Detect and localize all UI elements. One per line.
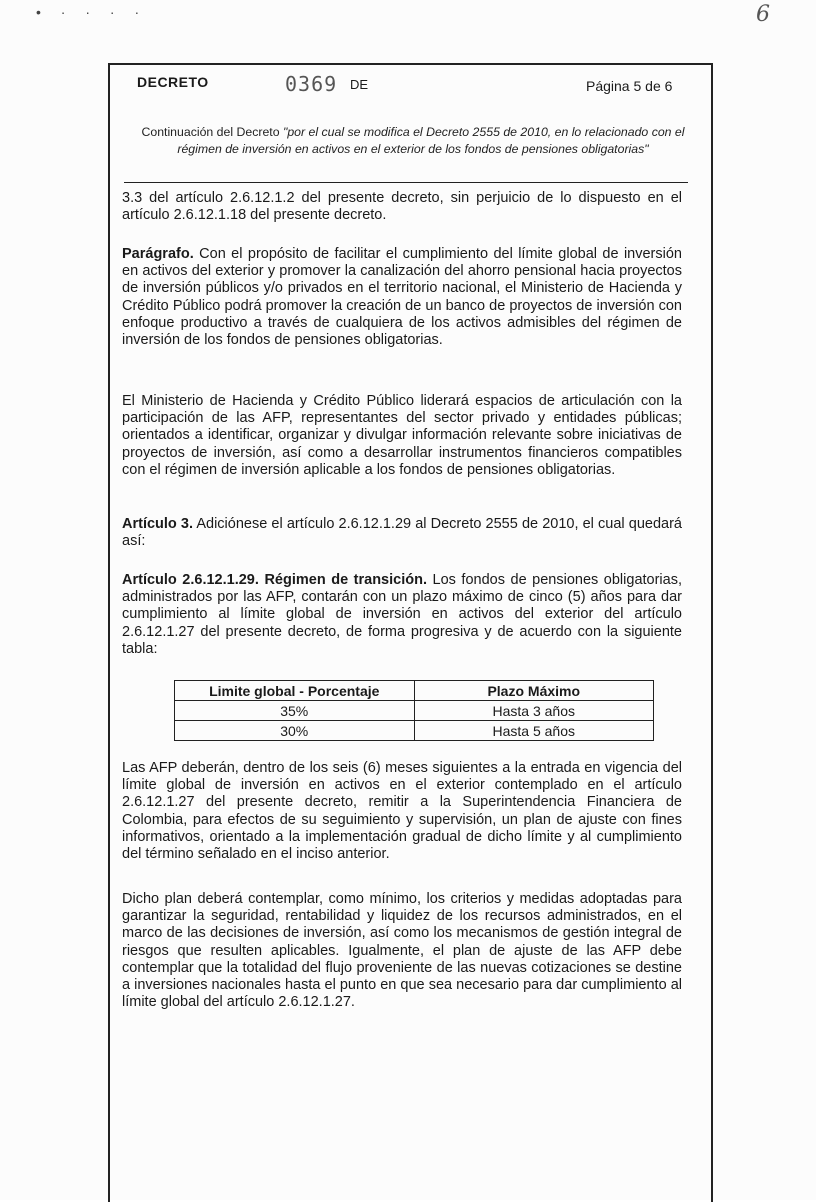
articulo-3-label: Artículo 3. bbox=[122, 516, 194, 532]
paragraph-1: 3.3 del artículo 2.6.12.1.2 del presente decreto, sin perjuicio de lo dispuesto en el artículo 2.6.12.1.18 del presente decreto. bbox=[122, 190, 682, 224]
paragraph-articulo-3 bbox=[122, 516, 682, 550]
articulo-3-text: Adiciónese el artículo 2.6.12.1.29 al Decreto 2555 de 2010, el cual quedará así: bbox=[122, 516, 682, 550]
handwritten-page-mark: 6 bbox=[756, 2, 770, 27]
decree-label: DECRETO bbox=[137, 74, 209, 90]
paragraph-paragrafo bbox=[122, 246, 682, 349]
table-header-cell: Plazo Máximo bbox=[414, 681, 653, 701]
table-row bbox=[175, 701, 654, 721]
regimen-transicion-text: Los fondos de pensiones obligatorias, administrados por las AFP, contarán con un plazo máximo de cinco (5) años para dar cumplimiento al límite global de inversión en activos del exterior del artículo 2.6.12.1.27 del presente decreto, de forma progresiva y de acuerdo con la siguiente tabla: bbox=[122, 572, 682, 657]
scan-dots-decoration: • · · · · bbox=[36, 4, 148, 20]
paragraph-6: Las AFP deberán, dentro de los seis (6) meses siguientes a la entrada en vigencia del límite global de inversión en activos en el exterior contemplado en el artículo 2.6.12.1.27 del presente decreto, remitir a la Superintendencia Financiera de Colombia, para efectos de su seguimiento y supervisión, un plan de ajuste con fines informativos, orientado a la implementación gradual de dicho límite y al cumplimiento del término señalado en el inciso anterior. bbox=[122, 760, 682, 863]
continuation-title: "por el cual se modifica el Decreto 2555 de 2010, en lo relacionado con el régimen de inversión en activos en el exterior de los fondos de pensiones obligatorias" bbox=[177, 125, 685, 156]
table-header-cell: Limite global - Porcentaje bbox=[175, 681, 415, 701]
table-row bbox=[175, 721, 654, 741]
decree-number: 0369 bbox=[285, 72, 338, 96]
decree-de-label: DE bbox=[350, 77, 369, 92]
paragraph-regimen-transicion bbox=[122, 572, 682, 658]
paragraph-3: El Ministerio de Hacienda y Crédito Público liderará espacios de articulación con la participación de las AFP, representantes del sector privado y entidades públicas; orientados a identificar, organizar y divulgar información relevante sobre iniciativas de proyectos de inversión, así como a desarrollar instrumentos financieros compatibles con el régimen de inversión aplicable a los fondos de pensiones obligatorias. bbox=[122, 393, 682, 478]
regimen-transicion-label: Artículo 2.6.12.1.29. Régimen de transición. bbox=[122, 572, 427, 588]
paragrafo-label: Parágrafo. bbox=[122, 246, 194, 262]
table-cell: 35% bbox=[175, 701, 415, 721]
table-cell: 30% bbox=[175, 721, 415, 741]
paragrafo-text: Con el propósito de facilitar el cumplimiento del límite global de inversión en activos del exterior y promover la canalización del ahorro pensional hacia proyectos de inversión públicos y/o privados en el territorio nacional, el Ministerio de Hacienda y Crédito Público podrá promover la creación de un banco de proyectos de inversión con enfoque productivo a través de cualquiera de los activos admisibles del régimen de inversión de los fondos de pensiones obligatorias. bbox=[122, 246, 682, 349]
paragraph-7: Dicho plan deberá contemplar, como mínimo, los criterios y medidas adoptadas para garantizar la seguridad, rentabilidad y liquidez de los recursos administrados, en el marco de las decisiones de inversión, así como los mecanismos de gestión integral de riesgos que resulten aplicables. Igualmente, el plan de ajuste de las AFP debe contemplar que la totalidad del flujo proveniente de las nuevas cotizaciones se destine a inversiones nacionales hasta el punto en que sea necesario para dar cumplimiento al límite global del artículo 2.6.12.1.27. bbox=[122, 891, 682, 1011]
table-cell: Hasta 3 años bbox=[414, 701, 653, 721]
continuation-header bbox=[136, 124, 690, 158]
table-cell: Hasta 5 años bbox=[414, 721, 653, 741]
page-indicator: Página 5 de 6 bbox=[586, 78, 673, 94]
limits-table bbox=[174, 680, 654, 741]
header-divider bbox=[124, 182, 688, 183]
table-header-row bbox=[175, 681, 654, 701]
continuation-prefix: Continuación del Decreto bbox=[141, 125, 283, 139]
